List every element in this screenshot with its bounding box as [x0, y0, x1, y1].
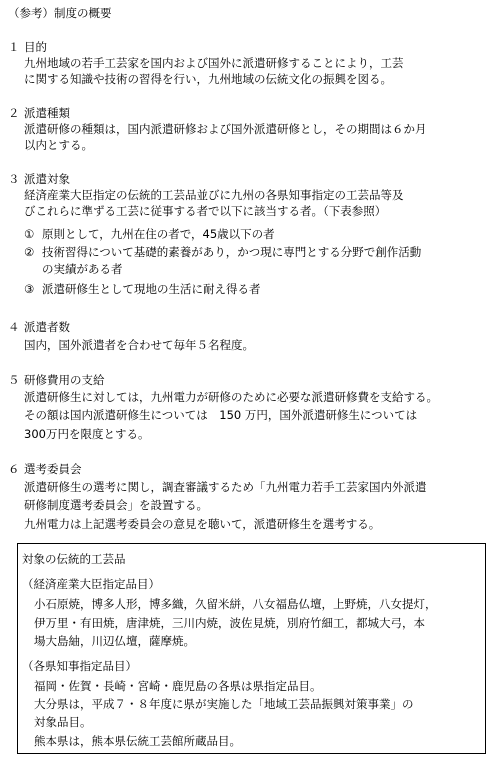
document-heading: （参考）制度の概要 — [8, 6, 112, 20]
section-5-line-3: 300万円を限度とする。 — [24, 427, 150, 441]
category-2-line-1: 福岡・佐賀・長崎・宮崎・鹿児島の各県は県指定品目。 — [34, 679, 322, 693]
section-1-line-2: に関する知識や技術の習得を行い，九州地域の伝統文化の振興を図る。 — [24, 72, 392, 86]
section-2-line-2: 以内とする。 — [24, 138, 93, 152]
category-1-line-3: 場大島紬，川辺仏壇，薩摩焼。 — [34, 634, 195, 648]
section-1-line-1: 九州地域の若手工芸家を国内および国外に派遣研修することにより，工芸 — [24, 56, 404, 70]
section-4-number: ４ — [8, 320, 20, 334]
crafts-box-title: 対象の伝統的工芸品 — [22, 552, 126, 566]
category-1-line-2: 伊万里・有田焼，唐津焼，三川内焼，波佐見焼，別府竹細工，都城大弓，本 — [34, 616, 425, 630]
section-1-title: 目的 — [24, 40, 47, 54]
section-2-title: 派遣種類 — [24, 106, 70, 120]
section-3-title: 派遣対象 — [24, 172, 70, 186]
section-1-number: １ — [8, 40, 20, 54]
section-5-number: ５ — [8, 373, 20, 387]
section-3-item-2-text-cont: の実績がある者 — [42, 262, 123, 276]
section-3-line-2: びこれらに準ずる工芸に従事する者で以下に該当する者。（下表参照） — [24, 204, 387, 218]
section-5-line-2: その額は国内派遣研修生については 150 万円，国外派遣研修生については — [24, 408, 418, 422]
section-6-line-1: 派遣研修生の選考に関し，調査審議するため「九州電力若手工芸家国内外派遣 — [24, 480, 427, 494]
section-3-item-2-text: 技術習得について基礎的素養があり，かつ現に専門とする分野で創作活動 — [42, 245, 422, 259]
section-3-item-1-number: ① — [24, 227, 35, 241]
section-3-item-3-text: 派遣研修生として現地の生活に耐え得る者 — [42, 282, 261, 296]
section-5-line-1: 派遣研修生に対しては，九州電力が研修のために必要な派遣研修費を支給する。 — [24, 390, 438, 404]
section-3-item-3-number: ③ — [24, 282, 35, 296]
section-6-number: ６ — [8, 462, 20, 476]
section-3-line-1: 経済産業大臣指定の伝統的工芸品並びに九州の各県知事指定の工芸品等及 — [24, 188, 404, 202]
section-4-title: 派遣者数 — [24, 320, 70, 334]
category-1-line-1: 小石原焼，博多人形，博多織，久留米絣，八女福島仏壇，上野焼，八女提灯， — [34, 597, 437, 611]
section-2-number: ２ — [8, 106, 20, 120]
category-2-line-3: 対象品目。 — [34, 715, 92, 729]
category-2-line-4: 熊本県は，熊本県伝統工芸館所蔵品目。 — [34, 734, 241, 748]
category-2-label: （各県知事指定品目） — [22, 659, 137, 673]
section-2-line-1: 派遣研修の種類は，国内派遣研修および国外派遣研修とし，その期間は６か月 — [24, 122, 427, 136]
section-6-title: 選考委員会 — [24, 462, 82, 476]
category-2-line-2: 大分県は，平成７・８年度に県が実施した「地域工芸品振興対策事業」の — [34, 697, 414, 711]
section-3-item-2-number: ② — [24, 245, 35, 259]
section-4-line-1: 国内，国外派遣者を合わせて毎年５名程度。 — [24, 338, 254, 352]
section-5-title: 研修費用の支給 — [24, 373, 105, 387]
section-6-line-2: 研修制度選考委員会」を設置する。 — [24, 498, 208, 512]
section-3-item-1-text: 原則として，九州在住の者で，45歳以下の者 — [42, 227, 275, 241]
section-3-number: ３ — [8, 172, 20, 186]
category-1-label: （経済産業大臣指定品目） — [22, 577, 160, 591]
section-6-line-3: 九州電力は上記選考委員会の意見を聴いて，派遣研修生を選考する。 — [24, 517, 381, 531]
